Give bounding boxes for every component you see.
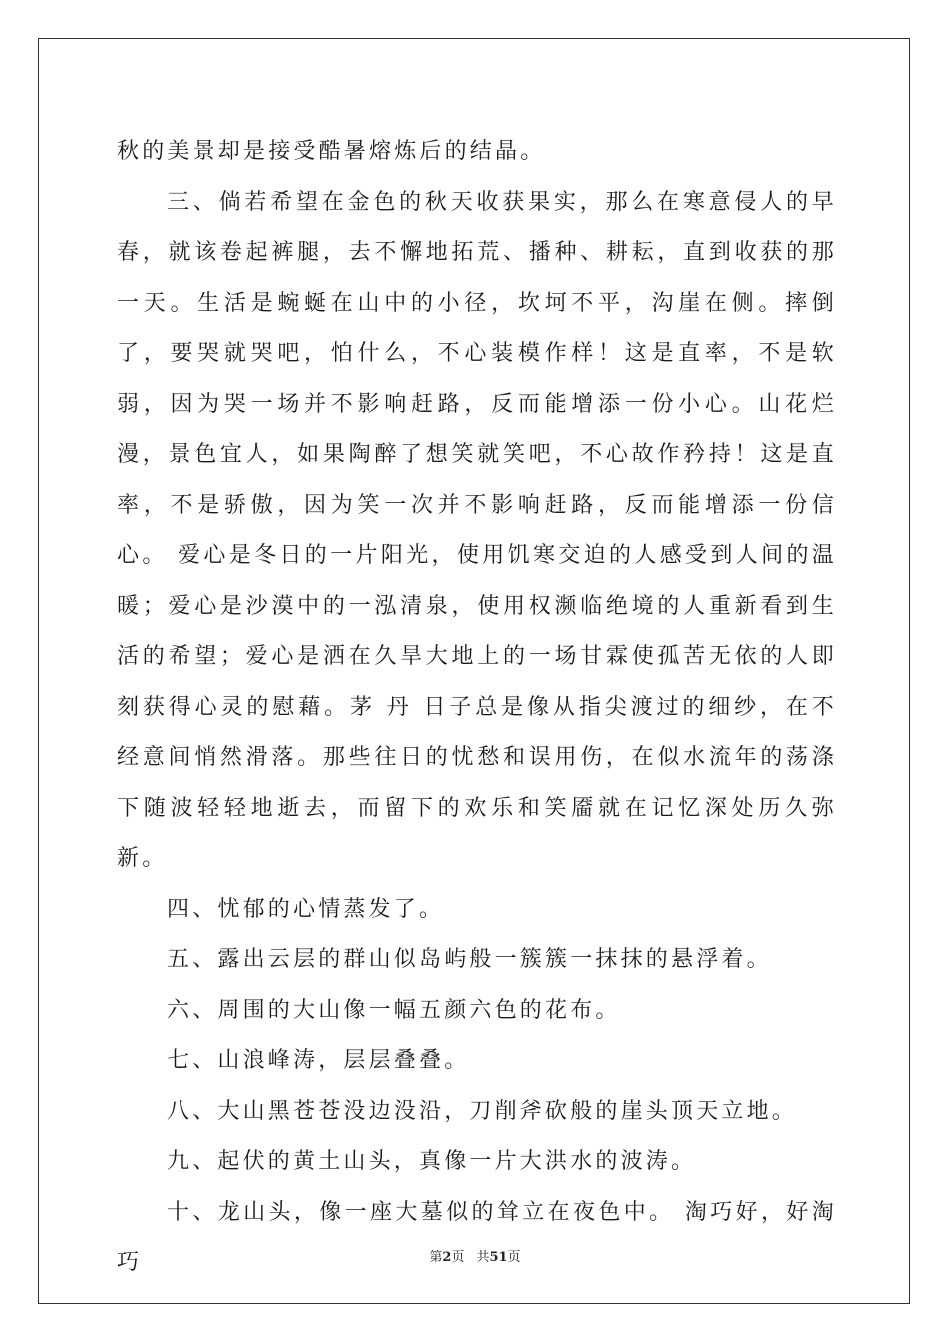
paragraph: 九、起伏的黄土山头，真像一片大洪水的波涛。 (167, 1149, 697, 1174)
paragraph: 四、忧郁的心情蒸发了。 (167, 896, 445, 922)
paragraph: 八、大山黑苍苍没边没沿，刀削斧砍般的崖头顶天立地。 (167, 1098, 798, 1124)
paragraph: 五、露出云层的群山似岛屿般一簇簇一抹抹的悬浮着。 (167, 947, 772, 972)
paragraph: 七、山浪峰涛，层层叠叠。 (167, 1048, 470, 1073)
page-prefix: 第 (429, 1250, 443, 1265)
total-pages: 51 (489, 1250, 508, 1265)
page-number: 2 (442, 1250, 452, 1265)
document-body (117, 127, 837, 1289)
paragraph: 六、周围的大山像一幅五颜六色的花布。 (167, 997, 621, 1023)
paragraph: 三、倘若希望在金色的秋天收获果实，那么在寒意侵人的早春，就该卷起裤腿，去不懈地拓荒、播种、耕耘，直到收获的那一天。生活是蜿蜒在山中的小径，坎坷不平，沟崖在侧。摔倒了，要哭就哭吧，怕什么，不心装模作样！这是直率，不是软弱，因为哭一场并不影响赶路，反而能增添一份小心。山花烂漫，景色宜人，如果陶醉了想笑就笑吧，不心故作矜持！这是直率，不是骄傲，因为笑一次并不影响赶路，反而能增添一份信心。 爱心是冬日的一片阳光，使用饥寒交迫的人感受到人间的温暖；爱心是沙漠中的一泓清泉，使用权濒临绝境的人重新看到生活的希望；爱心是洒在久旱大地上的一场甘霖使孤苦无依的人即刻获得心灵的慰藉。茅 丹 日子总是像从指尖渡过的细纱，在不经意间悄然滑落。那些往日的忧愁和误用伤，在似水流年的荡涤下随波轻轻地逝去，而留下的欢乐和笑靥就在记忆深处历久弥新。 (117, 189, 837, 871)
page-suffix: 页 (451, 1250, 465, 1265)
paragraph: 十、龙山头，像一座大墓似的耸立在夜色中。 淘巧好，好淘巧 (117, 1199, 837, 1275)
paragraph: 秋的美景却是接受酷暑熔炼后的结晶。 (117, 139, 546, 164)
page-footer (0, 1246, 950, 1265)
total-suffix: 页 (507, 1250, 521, 1265)
total-prefix: 共 (476, 1250, 490, 1265)
